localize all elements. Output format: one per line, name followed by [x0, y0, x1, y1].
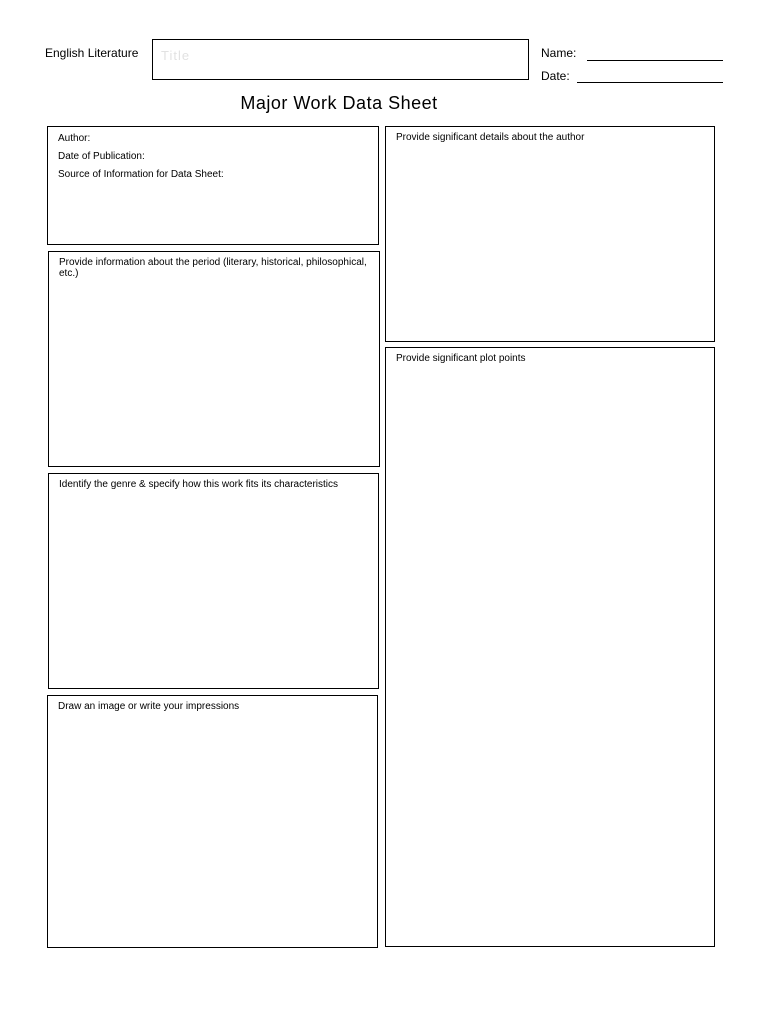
publication-date-label: Date of Publication: — [58, 151, 145, 162]
genre-box[interactable] — [48, 473, 379, 689]
page-title: Major Work Data Sheet — [240, 93, 438, 113]
genre-prompt: Identify the genre & specify how this work fits its characteristics — [59, 479, 338, 490]
title-input[interactable] — [161, 46, 516, 64]
author-label: Author: — [58, 133, 91, 144]
date-line[interactable] — [577, 82, 723, 83]
course-label: English Literature — [45, 46, 139, 60]
period-info-box[interactable] — [48, 251, 380, 467]
plot-points-prompt: Provide significant plot points — [396, 353, 526, 364]
name-line[interactable] — [587, 60, 723, 61]
work-info-box[interactable] — [47, 126, 379, 245]
impression-prompt: Draw an image or write your impressions — [58, 701, 240, 712]
name-label: Name: — [541, 46, 577, 60]
period-prompt: Provide information about the period (literary, historical, philosophical, etc.) — [59, 257, 367, 279]
author-details-prompt: Provide significant details about the author — [396, 132, 585, 143]
source-label: Source of Information for Data Sheet: — [58, 169, 224, 180]
author-details-box[interactable] — [385, 126, 715, 342]
title-field[interactable] — [152, 39, 529, 80]
plot-points-box[interactable] — [385, 347, 715, 947]
date-label: Date: — [541, 69, 570, 83]
impression-box[interactable] — [47, 695, 378, 948]
